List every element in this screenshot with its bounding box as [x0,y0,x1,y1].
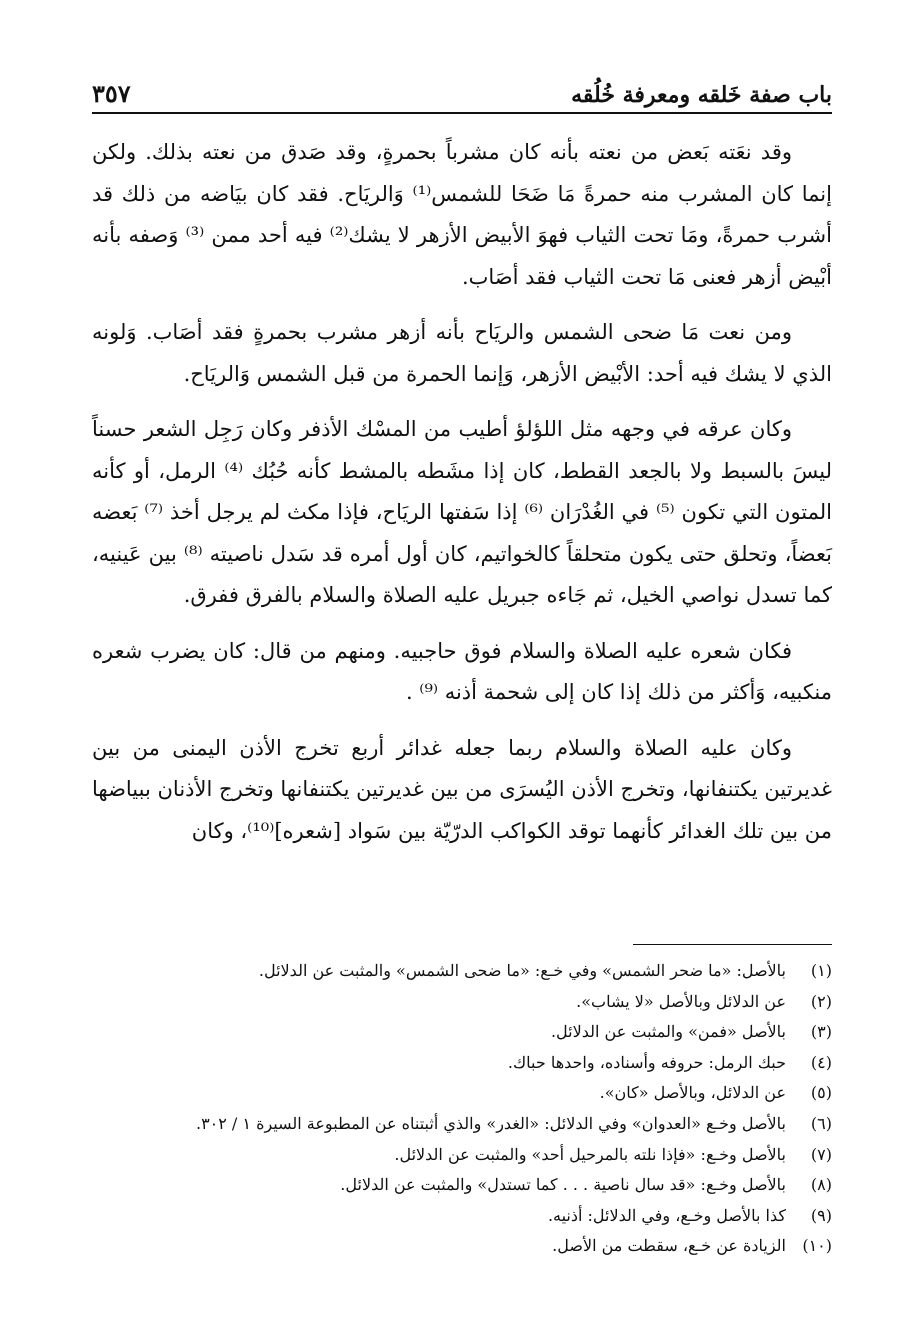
footnote-text: عن الدلائل وبالأصل «لا يشاب». [576,991,786,1011]
footnote-2 [180,987,832,1018]
running-title: باب صفة خَلقه ومعرفة خُلُقه [571,82,832,108]
footnote-number: (٥) [810,1083,832,1103]
paragraph-1: وقد نعَته بَعض من نعته بأنه كان مشرباً بحمرةٍ، وقد صَدق من نعته بذلك. ولكن إنما كان المشرب منه حمرةً مَا ضَحَا للشمس⁽¹⁾ وَالريَاح. فقد كان بيَاضه من ذلك قد أشرب حمرةً، ومَا تحت الثياب فهوَ الأبيض الأزهر لا يشك⁽²⁾ فيه أحد ممن ⁽³⁾ وَصفه بأنه أبْيض أزهر فعنى مَا تحت الثياب فقد أصَاب. [92,140,832,289]
footnote-4 [180,1048,832,1079]
page-number: ٣٥٧ [92,79,131,108]
footnote-number: (٦) [810,1113,832,1133]
footnote-7 [180,1140,832,1171]
footnote-number: (٤) [810,1052,832,1072]
paragraph-2: ومن نعت مَا ضحى الشمس والريَاح بأنه أزهر مشرب بحمرةٍ فقد أصَاب. وَلونه الذي لا يشك فيه أحد: الأبْيض الأزهر، وَإنما الحمرة من قبل الشمس وَالريَاح. [92,320,832,386]
footnote-text: حبك الرمل: حروفه وأسناده، واحدها حباك. [507,1052,786,1072]
footnote-text: بالأصل: «ما ضحر الشمس» وفي خـع: «ما ضحى الشمس» والمثبت عن الدلائل. [258,961,786,980]
footnote-text: الزيادة عن خـع، سقطت من الأصل. [552,1236,786,1256]
footnote-9 [180,1201,832,1232]
footnote-number: (٧) [810,1144,832,1164]
footnote-number: (٩) [810,1205,832,1225]
footnote-text: كذا بالأصل وخـع، وفي الدلائل: أذنيه. [547,1205,786,1225]
footnote-number: (٢) [810,991,832,1011]
footnote-5 [180,1078,832,1109]
paragraph-5: وكان عليه الصلاة والسلام ربما جعله غدائر أربع تخرج الأذن اليمنى من بين غديرتين يكتنفانها، وتخرج الأذن اليُسرَى من بين غديرتين يكتنفانها وتخرج الأذنان ببياضها من بين تلك الغدائر كأنهما توقد الكواكب الدرّيّة بين سَواد [شعره]⁽¹⁰⁾، وكان [92,735,832,843]
footnote-3 [180,1017,832,1048]
header-rule [92,112,832,114]
footnote-number: (٣) [810,1022,832,1042]
footnote-text: بالأصل «فمن» والمثبت عن الدلائل. [550,1022,786,1042]
footnote-1 [180,956,832,987]
footnotes [180,956,832,1262]
footnote-number: (٨) [810,1175,832,1195]
footnote-text: بالأصل وخـع «العدوان» وفي الدلائل: «الغدر» والذي أثبتناه عن المطبوعة السيرة ١ / ٣٠٢. [195,1113,786,1133]
footnote-10 [180,1231,832,1262]
footnote-text: بالأصل وخـع: «فإذا نلته بالمرحيل أحد» والمثبت عن الدلائل. [394,1144,786,1164]
footnote-text: عن الدلائل، وبالأصل «كان». [599,1083,786,1103]
page-header [92,68,832,108]
main-text [92,132,832,866]
footnote-8 [180,1170,832,1201]
footnote-number: (١٠) [802,1236,832,1256]
footnote-6 [180,1109,832,1140]
footnote-number: (١) [810,961,832,980]
paragraph-3: وكان عرقه في وجهه مثل اللؤلؤ أطيب من المسْك الأذفر وكان رَجِل الشعر حسناً ليسَ بالسبط ولا بالجعد القطط، كان إذا مشَطه بالمشط كأنه حُبُك ⁽⁴⁾ الرمل، أو كأنه المتون التي تكون ⁽⁵⁾ في الغُدْرَان ⁽⁶⁾ إذا سَفتها الريَاح، فإذا مكث لم يرجل أخذ ⁽⁷⁾ بَعضه بَعضاً، وتحلق حتى يكون متحلقاً كالخواتيم، كان أول أمره قد سَدل ناصيته ⁽⁸⁾ بين عَينيه، كما تسدل نواصي الخيل، ثم جَاءه جبريل عليه الصلاة والسلام بالفرق ففرق. [92,417,832,607]
footnote-text: بالأصل وخـع: «قد سال ناصية . . . كما تستدل» والمثبت عن الدلائل. [340,1175,786,1195]
footnote-separator [633,944,832,945]
paragraph-4: فكان شعره عليه الصلاة والسلام فوق حاجبيه. ومنهم من قال: كان يضرب شعره منكبيه، وَأكثر من ذلك إذا كان إلى شحمة أذنه ⁽⁹⁾ . [92,638,832,704]
